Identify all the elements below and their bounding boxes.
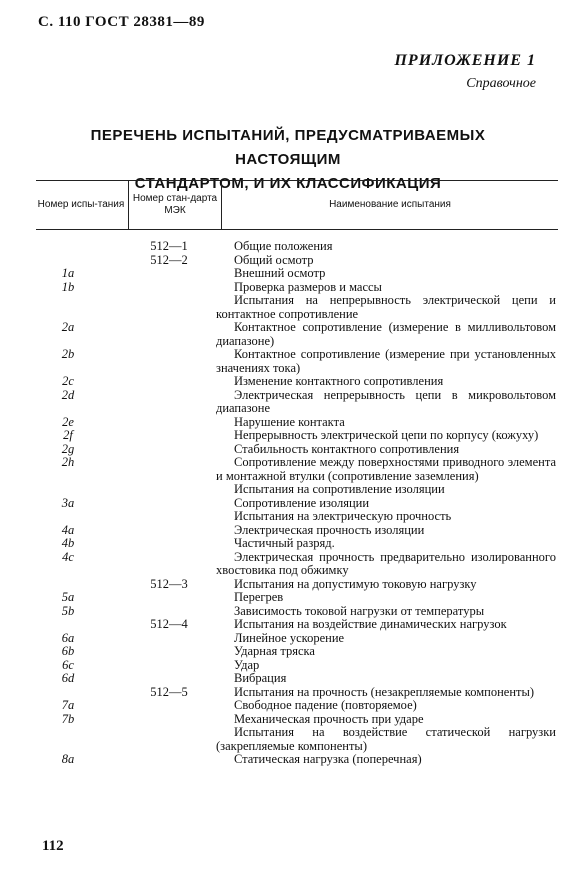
iec-number-cell: [96, 267, 216, 281]
test-name-cell: Перегрев: [234, 590, 284, 604]
iec-number-cell: [96, 605, 216, 619]
test-name-cell: Ударная тряска: [234, 644, 315, 658]
iec-number-cell: [96, 510, 216, 524]
table-row: [36, 281, 564, 295]
iec-number-cell: [96, 497, 216, 511]
iec-number-cell: 512—1: [150, 239, 188, 253]
table-row: [36, 321, 564, 348]
table-row: [36, 443, 564, 457]
test-number-cell: 2e: [62, 414, 74, 429]
test-name-cell: Вибрация: [234, 671, 287, 685]
iec-number-cell: [96, 537, 216, 551]
table-row: [36, 605, 564, 619]
test-name-cell: Электрическая прочность предварительно изолированного хвостовика под обжимку: [216, 549, 556, 577]
iec-number-cell: [96, 551, 216, 578]
test-number-cell: 4a: [61, 522, 75, 537]
test-number-cell: 2d: [61, 387, 75, 402]
test-number-cell: 5a: [61, 590, 75, 604]
table-row: [36, 240, 564, 254]
test-name-cell: Испытания на прочность (незакрепляемые компоненты): [234, 684, 535, 699]
test-name-cell: Общие положения: [234, 239, 333, 253]
table-row: [36, 389, 564, 416]
test-name-cell: Непрерывность электрической цепи по корпусу (кожуху): [234, 428, 539, 442]
test-number-cell: 2c: [62, 374, 74, 388]
table-row: [36, 632, 564, 646]
test-name-cell: Удар: [234, 657, 260, 672]
table-row: [36, 348, 564, 375]
title-line-1: ПЕРЕЧЕНЬ ИСПЫТАНИЙ, ПРЕДУСМАТРИВАЕМЫХ НАСТОЯЩИМ: [90, 127, 486, 168]
test-number-cell: 2a: [61, 320, 75, 334]
test-number-cell: 2h: [61, 455, 75, 469]
test-name-cell: Линейное ускорение: [234, 630, 345, 645]
table-row: [36, 753, 564, 767]
test-name-cell: Стабильность контактного сопротивления: [234, 441, 460, 456]
title-line-2: СТАНДАРТОМ, И ИХ КЛАССИФИКАЦИЯ: [134, 175, 442, 192]
table-row: [36, 254, 564, 268]
test-name-cell: Электрическая прочность изоляции: [234, 522, 425, 537]
test-number-cell: [36, 240, 96, 254]
table-row: [36, 483, 564, 497]
test-number-cell: [36, 618, 96, 632]
test-number-cell: 2f: [63, 428, 73, 442]
table-row: [36, 659, 564, 673]
table-row: [36, 267, 564, 281]
table-row: [36, 591, 564, 605]
test-number-cell: 6c: [62, 657, 74, 672]
test-number-cell: 6b: [61, 644, 75, 658]
table-row: [36, 294, 564, 321]
test-name-cell: Сопротивление между поверхностями приводного элемента и монтажной втулки (сопротивление заземления): [216, 455, 556, 483]
iec-number-cell: 512—3: [150, 576, 188, 591]
test-number-cell: [36, 483, 96, 497]
iec-number-cell: [96, 389, 216, 416]
test-name-cell: Испытания на электрическую прочность: [234, 509, 452, 523]
table-row: [36, 416, 564, 430]
appendix-label: ПРИЛОЖЕНИЕ 1: [394, 52, 536, 69]
table-row: [36, 645, 564, 659]
iec-number-cell: 512—4: [150, 617, 188, 631]
iec-number-cell: [96, 281, 216, 295]
test-number-cell: 2b: [61, 347, 75, 361]
table-row: [36, 375, 564, 389]
table-row: [36, 510, 564, 524]
test-name-cell: Механическая прочность при ударе: [234, 711, 424, 726]
iec-number-cell: [96, 456, 216, 483]
table-row: [36, 726, 564, 753]
table-row: [36, 497, 564, 511]
test-number-cell: 2g: [61, 441, 75, 456]
iec-number-cell: [96, 699, 216, 713]
test-name-cell: Испытания на воздействие статической нагрузки (закрепляемые компоненты): [216, 725, 556, 753]
iec-number-cell: [96, 483, 216, 497]
test-number-cell: 1a: [61, 266, 75, 280]
test-number-cell: [36, 254, 96, 268]
iec-number-cell: [96, 348, 216, 375]
table-row: [36, 537, 564, 551]
test-name-cell: Испытания на допустимую токовую нагрузку: [234, 576, 477, 591]
test-name-cell: Контактное сопротивление (измерение в милливольтовом диапазоне): [216, 320, 556, 348]
iec-number-cell: [96, 429, 216, 443]
table-row: [36, 699, 564, 713]
table-header: [36, 180, 558, 230]
test-number-cell: [36, 686, 96, 700]
table-row: [36, 578, 564, 592]
table-row: [36, 713, 564, 727]
table-row: [36, 456, 564, 483]
test-number-cell: 5b: [61, 603, 75, 618]
test-name-cell: Нарушение контакта: [234, 414, 345, 429]
test-number-cell: 7a: [61, 698, 75, 712]
test-name-cell: Общий осмотр: [234, 252, 314, 267]
test-number-cell: 4c: [62, 549, 74, 564]
table-row: [36, 524, 564, 538]
test-name-cell: Контактное сопротивление (измерение при установленных значениях тока): [216, 347, 556, 375]
test-number-cell: [36, 510, 96, 524]
table-row: [36, 551, 564, 578]
table-row: [36, 429, 564, 443]
appendix-block: [394, 52, 536, 92]
page-header: С. 110 ГОСТ 28381—89: [38, 14, 205, 30]
test-number-cell: 8a: [61, 752, 75, 766]
iec-number-cell: [96, 294, 216, 321]
test-name-cell: Электрическая непрерывность цепи в микровольтовом диапазоне: [216, 387, 556, 415]
test-number-cell: 3a: [61, 495, 75, 510]
iec-number-cell: [96, 591, 216, 605]
page-number: 112: [42, 838, 64, 854]
test-name-cell: Частичный разряд.: [234, 536, 335, 550]
test-number-cell: 1b: [61, 279, 75, 294]
iec-number-cell: 512—2: [150, 252, 188, 267]
table-body: [36, 240, 564, 767]
header-test-number: Номер испы-тания: [37, 199, 125, 210]
test-number-cell: [36, 294, 96, 321]
iec-number-cell: 512—5: [150, 684, 188, 699]
table-row: [36, 618, 564, 632]
iec-number-cell: [96, 632, 216, 646]
iec-number-cell: [96, 443, 216, 457]
test-number-cell: [36, 726, 96, 753]
iec-number-cell: [96, 659, 216, 673]
iec-number-cell: [96, 524, 216, 538]
test-name-cell: Свободное падение (повторяемое): [234, 698, 417, 712]
test-number-cell: 6d: [61, 671, 75, 685]
test-name-cell: Зависимость токовой нагрузки от температуры: [234, 603, 485, 618]
test-name-cell: Испытания на воздействие динамических нагрузок: [234, 617, 507, 631]
iec-number-cell: [96, 713, 216, 727]
iec-number-cell: [96, 753, 216, 767]
test-number-cell: [36, 578, 96, 592]
appendix-subtitle: Справочное: [466, 76, 536, 91]
test-name-cell: Сопротивление изоляции: [234, 495, 370, 510]
header-iec-number: Номер стан-дарта МЭК: [128, 181, 222, 229]
iec-number-cell: [96, 672, 216, 686]
iec-number-cell: [96, 416, 216, 430]
test-name-cell: Статическая нагрузка (поперечная): [234, 752, 422, 766]
test-number-cell: 6a: [61, 630, 75, 645]
iec-number-cell: [96, 645, 216, 659]
iec-number-cell: [96, 726, 216, 753]
test-number-cell: 7b: [61, 711, 75, 726]
table-row: [36, 672, 564, 686]
table-row: [36, 686, 564, 700]
header-test-name: Наименование испытания: [329, 199, 451, 210]
iec-number-cell: [96, 375, 216, 389]
test-name-cell: Испытания на сопротивление изоляции: [234, 482, 445, 496]
test-number-cell: 4b: [61, 536, 75, 550]
test-name-cell: Изменение контактного сопротивления: [234, 374, 444, 388]
test-name-cell: Внешний осмотр: [234, 266, 326, 280]
test-name-cell: Испытания на непрерывность электрической цепи и контактное сопротивление: [216, 293, 556, 321]
test-name-cell: Проверка размеров и массы: [234, 279, 382, 294]
iec-number-cell: [96, 321, 216, 348]
